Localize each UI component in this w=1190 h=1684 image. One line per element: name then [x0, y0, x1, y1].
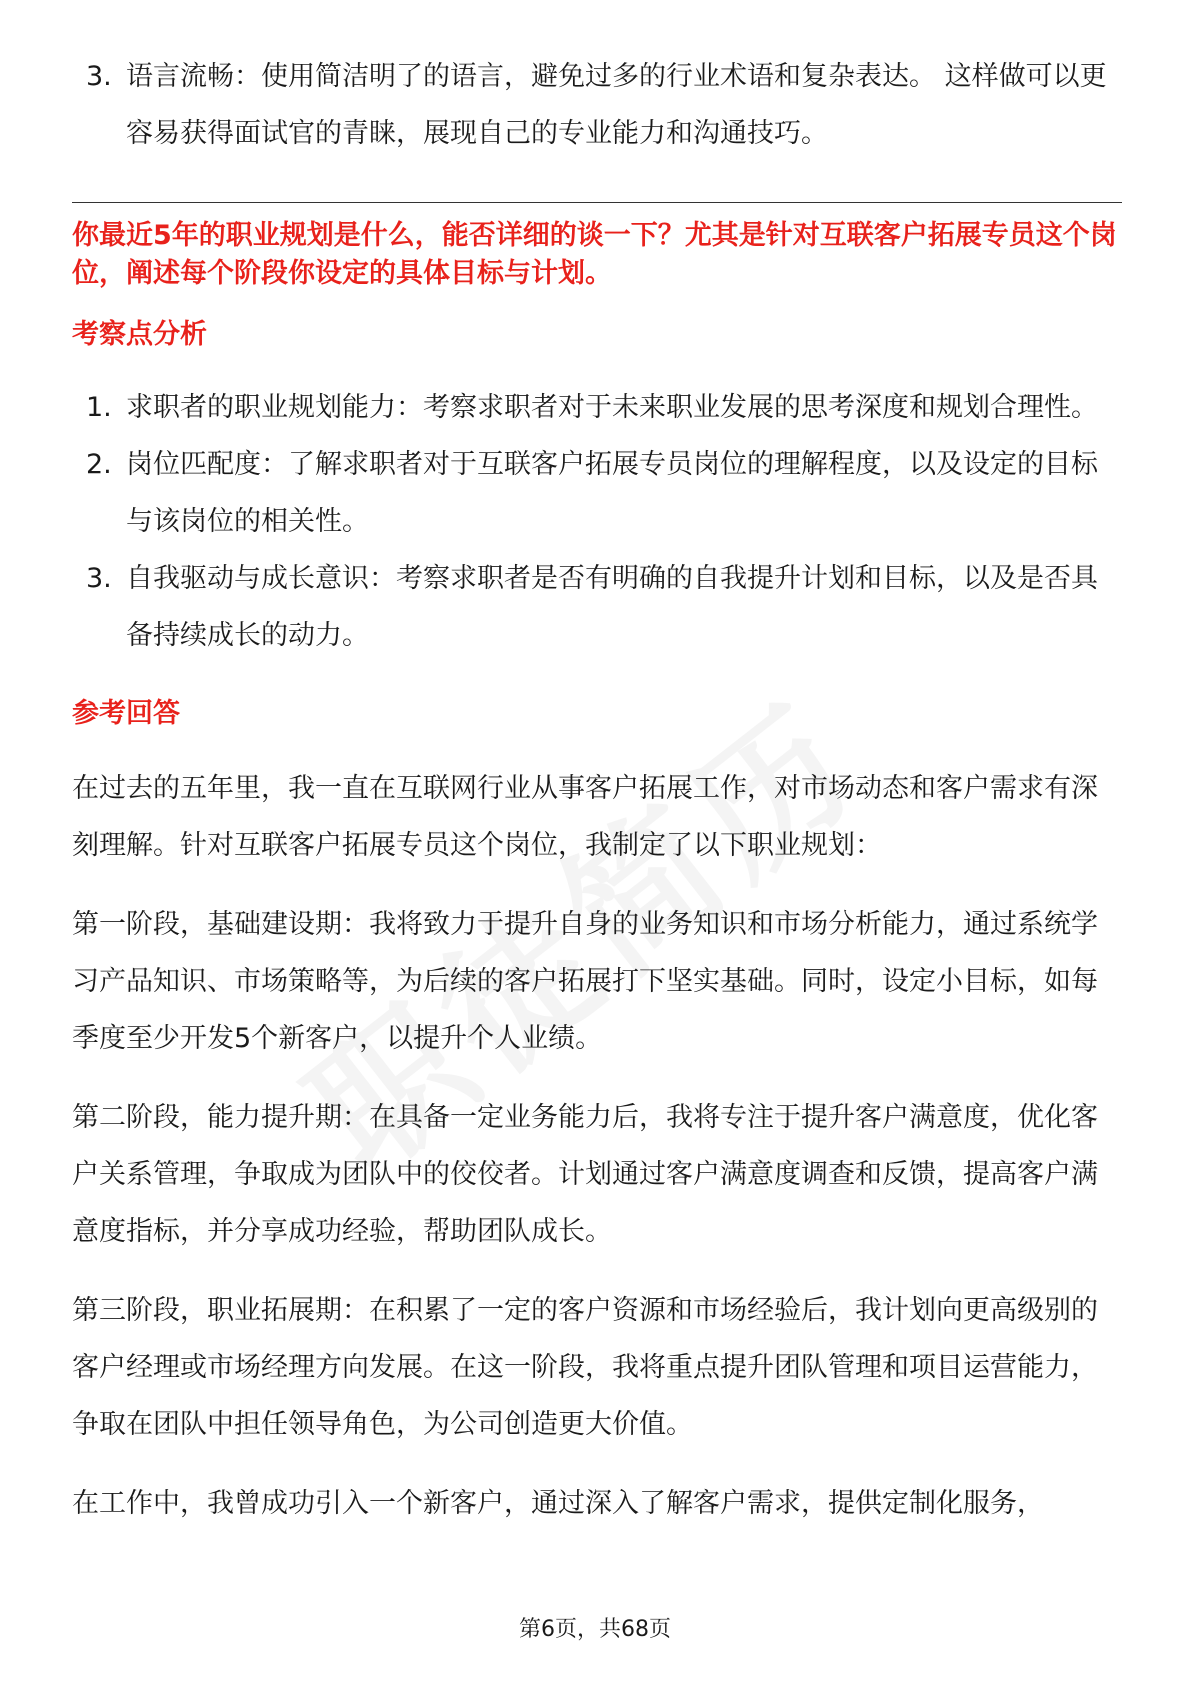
list-item-number: 1. — [86, 392, 112, 423]
top-list — [72, 48, 1122, 162]
list-item-text: 岗位匹配度：了解求职者对于互联客户拓展专员岗位的理解程度，以及设定的目标与该岗位的相关性。 — [126, 449, 1098, 537]
list-item — [72, 48, 1122, 162]
list-item — [72, 379, 1122, 436]
interview-question: 你最近5年的职业规划是什么，能否详细的谈一下？尤其是针对互联客户拓展专员这个岗位，阐述每个阶段你设定的具体目标与计划。 — [72, 220, 1117, 289]
list-item-text: 自我驱动与成长意识：考察求职者是否有明确的自我提升计划和目标，以及是否具备持续成长的动力。 — [126, 563, 1098, 651]
list-item-number: 3. — [86, 563, 112, 594]
page-number-footer: 第6页，共68页 — [519, 1617, 671, 1642]
list-item-number: 3. — [86, 61, 112, 92]
analysis-list — [72, 379, 1122, 664]
analysis-heading: 考察点分析 — [72, 319, 207, 350]
answer-heading: 参考回答 — [72, 698, 180, 729]
answer-paragraph: 第一阶段，基础建设期：我将致力于提升自身的业务知识和市场分析能力，通过系统学习产品知识、市场策略等，为后续的客户拓展打下坚实基础。同时，设定小目标，如每季度至少开发5个新客户，以提升个人业绩。 — [72, 909, 1098, 1054]
list-item — [72, 436, 1122, 550]
page-content — [72, 48, 1122, 1532]
list-item-text: 求职者的职业规划能力：考察求职者对于未来职业发展的思考深度和规划合理性。 — [126, 392, 1098, 423]
answer-paragraph: 第二阶段，能力提升期：在具备一定业务能力后，我将专注于提升客户满意度，优化客户关系管理，争取成为团队中的佼佼者。计划通过客户满意度调查和反馈，提高客户满意度指标，并分享成功经验，帮助团队成长。 — [72, 1102, 1098, 1247]
list-item-number: 2. — [86, 449, 112, 480]
answer-paragraph: 在过去的五年里，我一直在互联网行业从事客户拓展工作，对市场动态和客户需求有深刻理解。针对互联客户拓展专员这个岗位，我制定了以下职业规划： — [72, 773, 1098, 861]
section-divider — [72, 202, 1122, 203]
list-item-text: 语言流畅：使用简洁明了的语言，避免过多的行业术语和复杂表达。 这样做可以更容易获得面试官的青睐，展现自己的专业能力和沟通技巧。 — [126, 61, 1107, 149]
answer-paragraph: 在工作中，我曾成功引入一个新客户，通过深入了解客户需求，提供定制化服务， — [72, 1488, 1044, 1519]
list-item — [72, 550, 1122, 664]
answer-paragraph: 第三阶段，职业拓展期：在积累了一定的客户资源和市场经验后，我计划向更高级别的客户经理或市场经理方向发展。在这一阶段，我将重点提升团队管理和项目运营能力，争取在团队中担任领导角色，为公司创造更大价值。 — [72, 1295, 1098, 1440]
